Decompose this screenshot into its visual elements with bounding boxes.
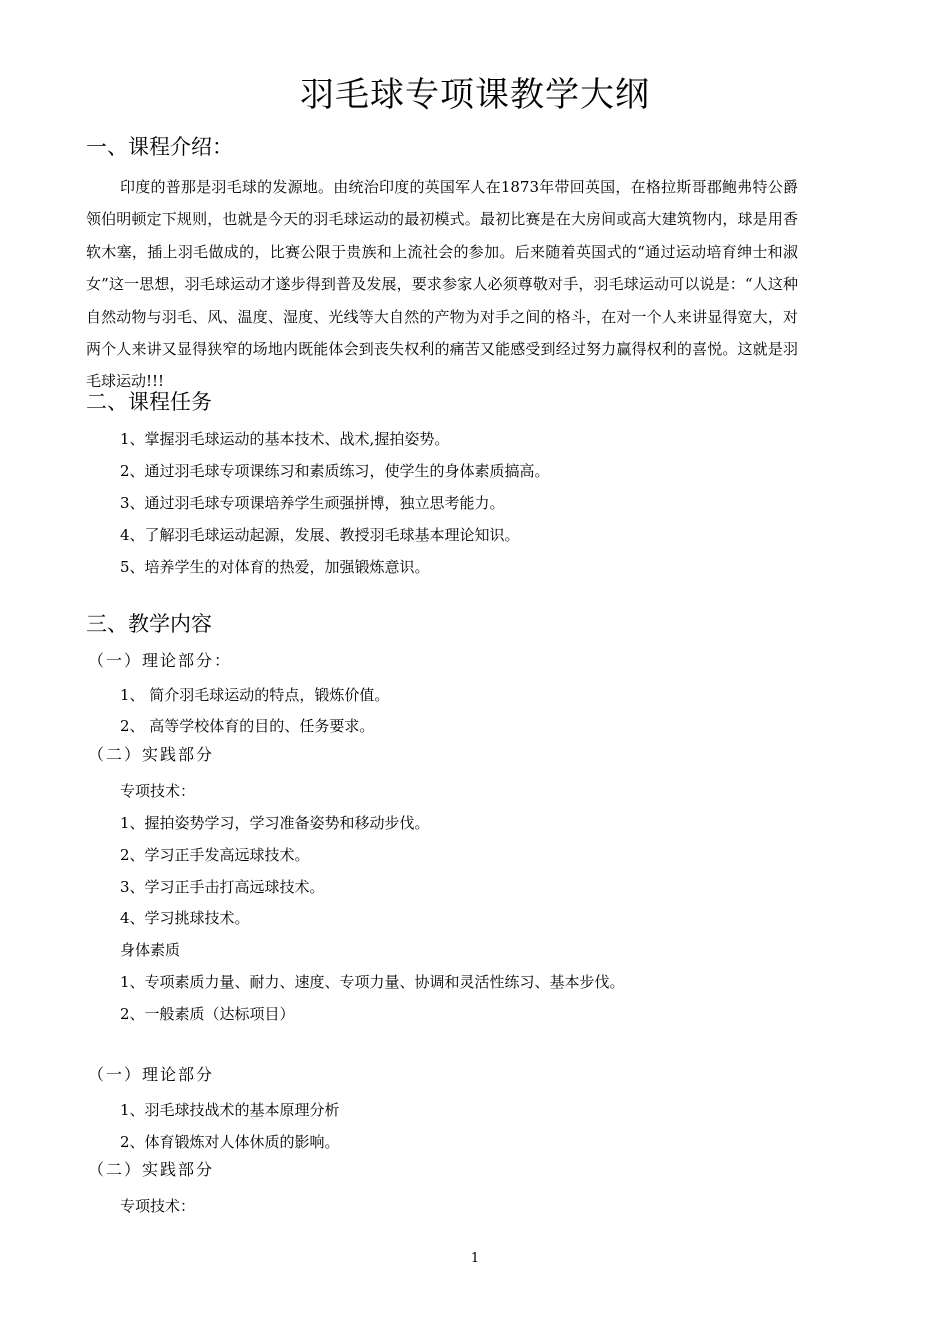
theory-item: 1、羽毛球技战术的基本原理分析: [120, 1101, 340, 1119]
page-number: 1: [470, 1251, 480, 1266]
skill-item: 4、学习挑球技术。: [120, 909, 250, 927]
theory-item: 2、 高等学校体育的目的、任务要求。: [120, 717, 375, 735]
subheading-practice: （二）实践部分: [88, 1160, 215, 1179]
section-heading-content: 三、教学内容: [86, 612, 212, 636]
theory-item: 1、 简介羽毛球运动的特点，锻炼价值。: [120, 686, 390, 704]
task-item: 4、了解羽毛球运动起源，发展、教授羽毛球基本理论知识。: [120, 526, 520, 544]
skill-item: 3、学习正手击打高远球技术。: [120, 878, 325, 896]
fitness-item: 2、一般素质（达标项目）: [120, 1005, 295, 1023]
task-item: 3、通过羽毛球专项课培养学生顽强拼博，独立思考能力。: [120, 494, 505, 512]
task-item: 5、培养学生的对体育的热爱，加强锻炼意识。: [120, 558, 430, 576]
fitness-item: 1、专项素质力量、耐力、速度、专项力量、协调和灵活性练习、基本步伐。: [120, 973, 625, 991]
task-item: 1、掌握羽毛球运动的基本技术、战术,握拍姿势。: [120, 430, 450, 448]
skill-item: 2、学习正手发高远球技术。: [120, 846, 310, 864]
task-item: 2、通过羽毛球专项课练习和素质练习，使学生的身体素质搞高。: [120, 462, 550, 480]
subheading-theory: （一）理论部分: [88, 1065, 215, 1084]
subheading-practice: （二）实践部分: [88, 745, 215, 764]
intro-paragraph: 印度的普那是羽毛球的发源地。由统治印度的英国军人在1873年带回英国，在格拉斯哥郡鲍弗特公爵领伯明顿定下规则，也就是今天的羽毛球运动的最初模式。最初比赛是在大房间或高大建筑物内，球是用香软木塞，插上羽毛做成的，比赛公限于贵族和上流社会的参加。后来随着英国式的“通过运动培育绅士和淑女”这一思想，羽毛球运动才遂步得到普及发展，要求参家人必须尊敬对手，羽毛球运动可以说是：“人这种自然动物与羽毛、风、温度、湿度、光线等大自然的产物为对手之间的格斗，在对一个人来讲显得宽大，对两个人来讲又显得狭窄的场地内既能体会到丧失权利的痛苦又能感受到经过努力赢得权利的喜悦。这就是羽毛球运动!!!: [86, 178, 798, 391]
fitness-label: 身体素质: [120, 941, 181, 959]
section-heading-tasks: 二、课程任务: [86, 390, 212, 414]
skills-label: 专项技术：: [120, 1197, 196, 1215]
section-heading-intro: 一、课程介绍：: [86, 135, 233, 159]
document-title: 羽毛球专项课教学大纲: [300, 75, 650, 115]
theory-item: 2、体育锻炼对人体休质的影响。: [120, 1133, 340, 1151]
skill-item: 1、握拍姿势学习，学习准备姿势和移动步伐。: [120, 814, 430, 832]
subheading-theory: （一）理论部分：: [88, 651, 233, 670]
skills-label: 专项技术：: [120, 782, 196, 800]
